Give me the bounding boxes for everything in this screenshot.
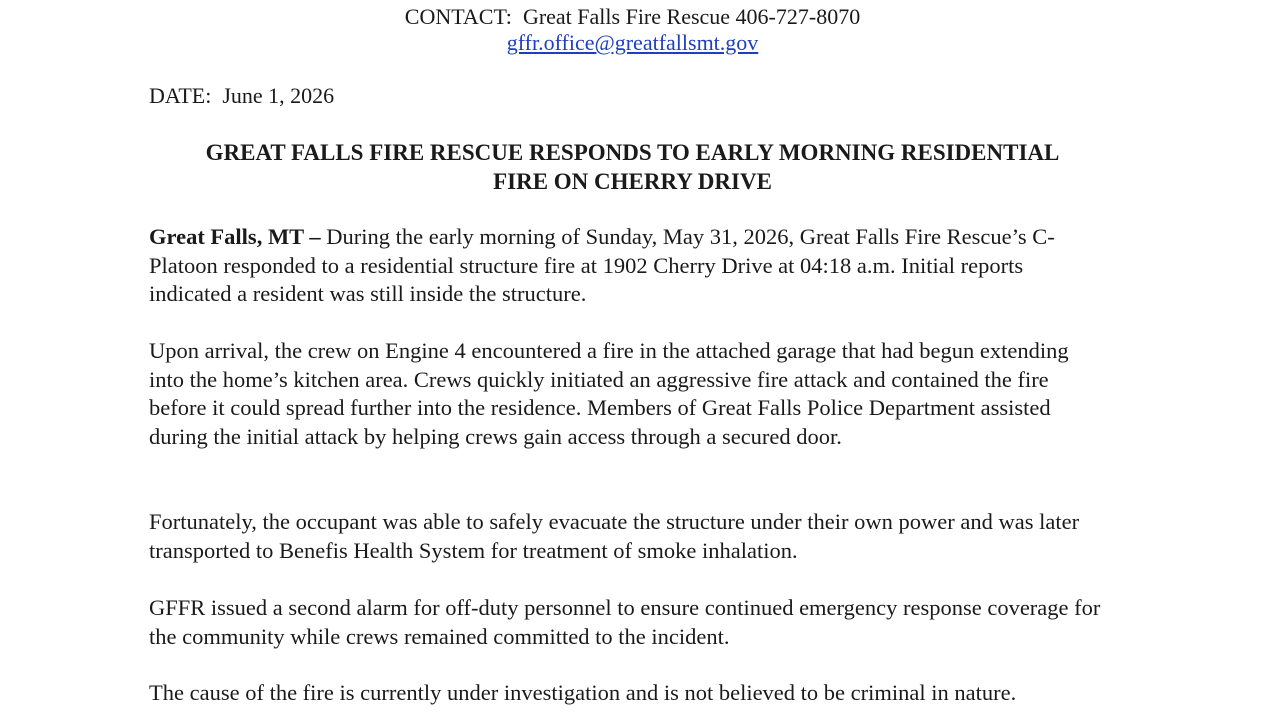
date-label: DATE: [149,83,212,108]
paragraph-1-text: During the early morning of Sunday, May 31, 2026, Great Falls Fire Rescue’s C-Platoon responded to a residential structure fire at 1902 Cherry Drive at 04:18 a.m. Initial reports indicated a resident was still inside the structure. [149,224,1055,307]
email-line [0,30,1265,56]
contact-line [0,4,1265,30]
email-link[interactable]: gffr.office@greatfallsmt.gov [506,30,759,55]
paragraph-2: Upon arrival, the crew on Engine 4 encountered a fire in the attached garage that had begun extending into the home’s kitchen area. Crews quickly initiated an aggressive fire attack and contained the fire before it could spread further into the residence. Members of Great Falls Police Department assisted during the initial attack by helping crews gain access through a secured door. [149,338,1069,449]
date-line [149,82,334,110]
press-release-headline [149,138,1116,196]
date-value: June 1, 2026 [222,83,335,108]
paragraph-5: The cause of the fire is currently under investigation and is not believed to be criminal in nature. [149,680,1017,705]
contact-label: CONTACT: [404,4,512,29]
contact-text: Great Falls Fire Rescue 406-727-8070 [522,4,861,29]
headline-line-2: FIRE ON CHERRY DRIVE [493,169,772,194]
paragraph-4: GFFR issued a second alarm for off-duty personnel to ensure continued emergency response coverage for the community while crews remained committed to the incident. [149,595,1101,649]
headline-line-1: GREAT FALLS FIRE RESCUE RESPONDS TO EARLY MORNING RESIDENTIAL [205,140,1060,165]
paragraph-3: Fortunately, the occupant was able to safely evacuate the structure under their own power and was later transported to Benefis Health System for treatment of smoke inhalation. [149,509,1080,563]
dateline: Great Falls, MT – [149,224,321,249]
paragraph-1 [149,223,1109,309]
